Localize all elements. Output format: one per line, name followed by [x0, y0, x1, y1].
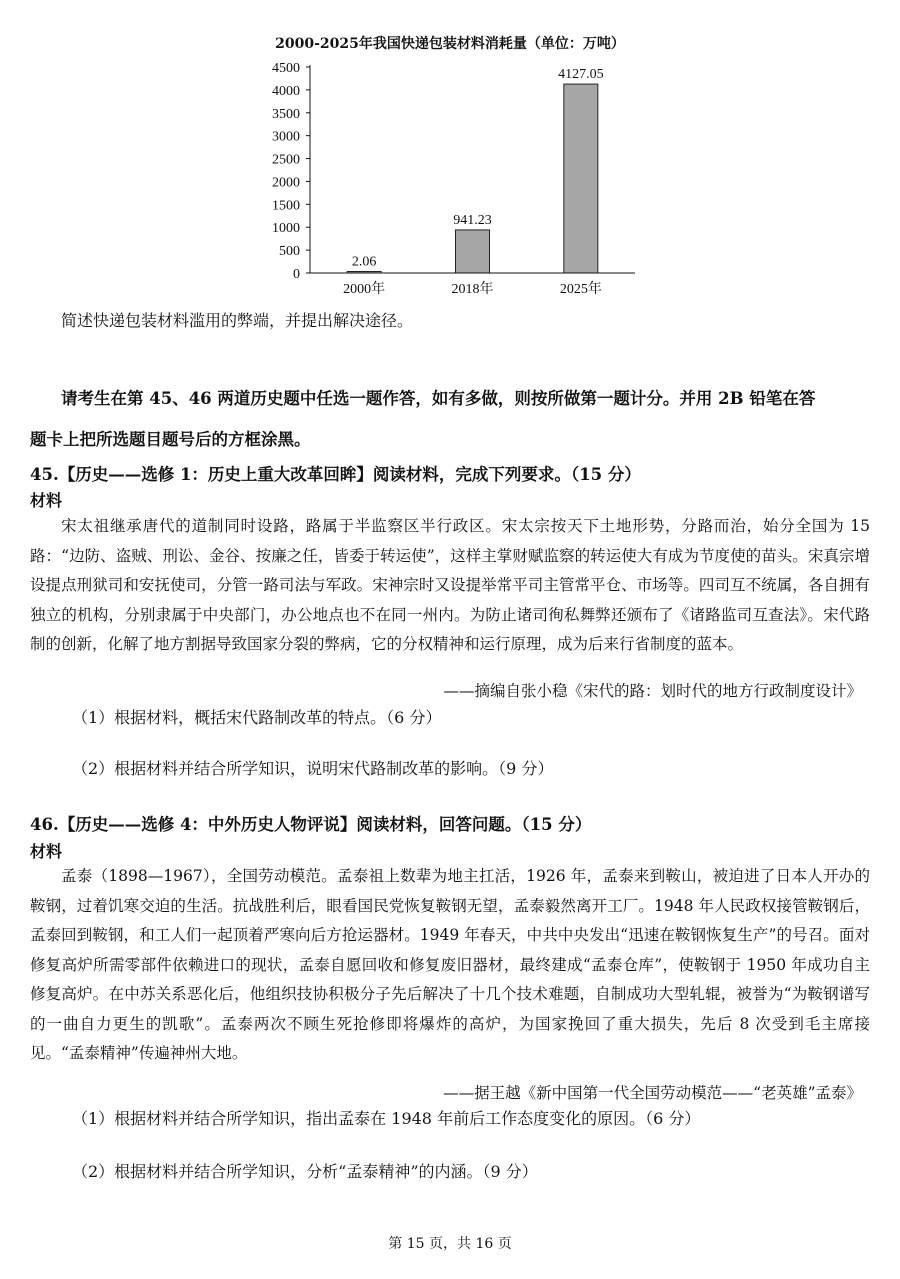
y-tick-label: 3000 [272, 129, 300, 145]
q45-source: ——摘编自张小稳《宋代的路：划时代的地方行政制度设计》 [443, 682, 862, 700]
instruction-line1: 请考生在第 45、46 两道历史题中任选一题作答，如有多做，则按所做第一题计分。并用 2B 铅笔在答 [61, 389, 816, 408]
y-tick-label: 4000 [272, 83, 300, 99]
q45-material-label: 材料 [30, 491, 63, 510]
y-tick-label: 2500 [272, 152, 300, 168]
q46-subquestion-2: （2）根据材料并结合所学知识，分析“孟泰精神”的内涵。（9 分） [72, 1162, 538, 1181]
x-tick-label: 2025年 [559, 282, 602, 297]
q46-source: ——据王越《新中国第一代全国劳动模范——“老英雄”孟泰》 [443, 1084, 862, 1102]
y-tick-label: 500 [279, 244, 300, 260]
y-tick-label: 1500 [272, 198, 300, 214]
bar [564, 84, 598, 273]
bar-value-label: 2.06 [351, 254, 377, 270]
bars [347, 84, 598, 273]
bar-value-label: 4127.05 [558, 67, 604, 83]
bar-chart [255, 55, 655, 300]
bar [456, 230, 490, 273]
x-tick-label: 2018年 [451, 282, 494, 297]
y-tick-label: 4500 [272, 61, 300, 76]
q45-subquestion-2: （2）根据材料并结合所学知识，说明宋代路制改革的影响。（9 分） [72, 759, 554, 778]
q45-material: 宋太祖继承唐代的道制同时设路，路属于半监察区半行政区。宋太宗按天下土地形势，分路而治，始分全国为 15 路：“边防、盗贼、刑讼、金谷、按廉之任，皆委于转运使”，这样主掌财赋监察的转运使大有成为节度使的苗头。宋真宗增设提点刑狱司和安抚使司，分管一路司法与军政。宋神宗时又设提举常平司主管常平仓、市场等。四司互不统属，各自拥有独立的机构，分别隶属于中央部门，办公地点也不在同一州内。为防止诸司徇私舞弊还颁布了《诸路监司互查法》。宋代路制的创新，化解了地方割据导致国家分裂的弊病，它的分权精神和运行原理，成为后来行省制度的蓝本。 [30, 517, 870, 653]
x-axis-labels [343, 280, 602, 297]
y-tick-label: 0 [293, 267, 300, 282]
q46-material-label: 材料 [30, 842, 63, 861]
q46-subquestion-1: （1）根据材料并结合所学知识，指出孟泰在 1948 年前后工作态度变化的原因。（6 分） [72, 1109, 701, 1128]
y-tick-label: 3500 [272, 106, 300, 122]
page-footer: 第 15 页，共 16 页 [388, 1236, 512, 1252]
y-axis-ticks [272, 61, 310, 282]
y-tick-label: 1000 [272, 221, 300, 237]
q46-heading: 46.【历史——选修 4：中外历史人物评说】阅读材料，回答问题。（15 分） [30, 815, 592, 834]
x-tick-label: 2000年 [343, 282, 386, 297]
chart-title: 2000-2025年我国快递包装材料消耗量（单位：万吨） [275, 36, 625, 52]
question-44-prompt: 简述快递包装材料滥用的弊端，并提出解决途径。 [61, 311, 414, 330]
instruction-line2: 题卡上把所选题目题号后的方框涂黑。 [30, 430, 311, 449]
bar-value-label: 941.23 [453, 212, 492, 228]
y-tick-label: 2000 [272, 175, 300, 191]
q45-subquestion-1: （1）根据材料，概括宋代路制改革的特点。（6 分） [72, 708, 442, 727]
q46-material: 孟泰（1898—1967），全国劳动模范。孟泰祖上数辈为地主扛活，1926 年，孟泰来到鞍山，被迫进了日本人开办的鞍钢，过着饥寒交迫的生活。抗战胜利后，眼看国民党恢复鞍钢无望，孟泰毅然离开工厂。1948 年人民政权接管鞍钢后，孟泰回到鞍钢，和工人们一起顶着严寒向后方抢运器材。1949 年春天，中共中央发出“迅速在鞍钢恢复生产”的号召。面对修复高炉所需零部件依赖进口的现状，孟泰自愿回收和修复废旧器材，最终建成“孟泰仓库”，使鞍钢于 1950 年成功自主修复高炉。在中苏关系恶化后，他组织技协积极分子先后解决了十几个技术难题，自制成功大型轧辊，被誉为“为鞍钢谱写的一曲自力更生的凯歌”。孟泰两次不顾生死抢修即将爆炸的高炉，为国家挽回了重大损失，先后 8 次受到毛主席接见。“孟泰精神”传遍神州大地。 [30, 867, 870, 1062]
q45-heading: 45.【历史——选修 1：历史上重大改革回眸】阅读材料，完成下列要求。（15 分） [30, 465, 641, 484]
